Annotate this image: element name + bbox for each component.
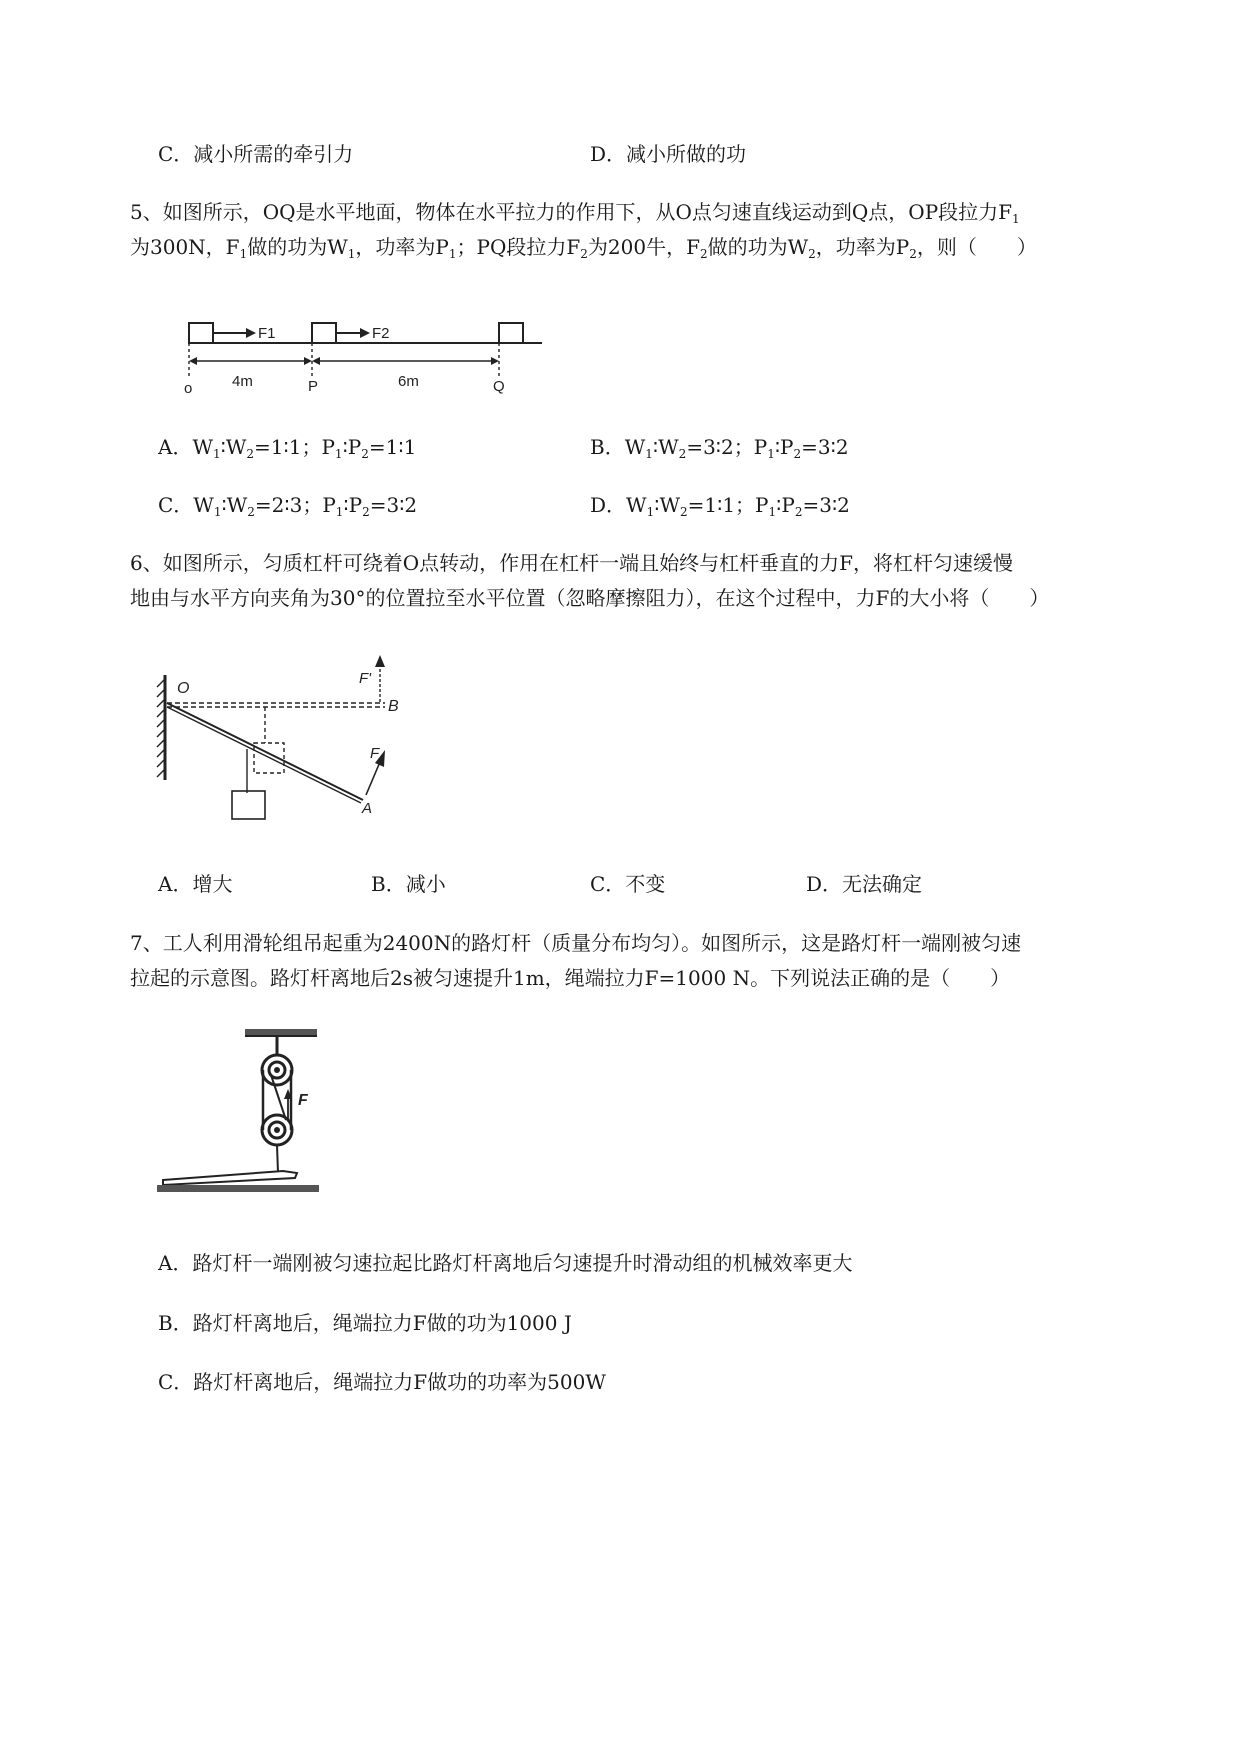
- q7-option-c: C．路灯杆离地后，绳端拉力F做功的功率为500W: [158, 1370, 606, 1394]
- label-4m: 4m: [232, 373, 253, 390]
- label-b: B: [388, 698, 399, 715]
- q5-question-line2: 为300N，$F_1$做的功为$W_1$，功率为$P_1$；PQ段拉力$F_2$为200牛，$F_2$做的功为$W_2$，功率为$P_2$，则（ ）: [130, 235, 1037, 261]
- q7-figure-pulley: [155, 1025, 325, 1200]
- q6-option-c: C．不变: [590, 872, 666, 896]
- label-6m: 6m: [398, 373, 419, 390]
- label-f-prime: F': [359, 670, 372, 687]
- lamp-pole: [163, 1171, 297, 1185]
- q4-option-c: C．减小所需的牵引力: [158, 142, 354, 166]
- ground: [157, 1185, 319, 1192]
- force-arrow-f: [366, 762, 380, 795]
- q4-option-d: D．减小所做的功: [590, 142, 747, 166]
- q6-option-b: B．减小: [371, 872, 446, 896]
- q6-question-line2: 地由与水平方向夹角为30°的位置拉至水平位置（忽略摩擦阻力），在这个过程中，力F的大小将（ ）: [130, 586, 1050, 610]
- q7-question-line2: 拉起的示意图。路灯杆离地后2s被匀速提升1m，绳端拉力F=1000 N。下列说法正确的是（ ）: [130, 966, 1011, 990]
- label-q: Q: [493, 378, 505, 395]
- q7-option-b: B．路灯杆离地后，绳端拉力F做的功为1000 J: [158, 1311, 572, 1335]
- q5-figure-motion-diagram: [180, 315, 550, 400]
- label-p: P: [308, 378, 319, 395]
- q5-question-line1: 5、如图所示，OQ是水平地面，物体在水平拉力的作用下，从O点匀速直线运动到Q点，OP段拉力$F_1$: [130, 200, 1020, 226]
- box-at-p: [312, 323, 336, 343]
- q5-option-c: C．$W_1∶W_2=2∶3$；$P_1∶P_2=3∶2$: [158, 493, 418, 519]
- box-at-q: [499, 323, 523, 343]
- label-o: O: [177, 680, 190, 697]
- q6-option-a: A．增大: [158, 872, 233, 896]
- label-f: F: [370, 745, 380, 762]
- q5-option-b: B．$W_1∶W_2=3∶2$；$P_1∶P_2=3∶2$: [590, 435, 849, 461]
- q5-option-a: A．$W_1∶W_2=1∶1$；$P_1∶P_2=1∶1$: [158, 435, 417, 461]
- q5-option-d: D．$W_1∶W_2=1∶1$；$P_1∶P_2=3∶2$: [590, 493, 850, 519]
- ceiling: [245, 1029, 317, 1036]
- label-f2: F2: [372, 325, 390, 342]
- label-a: A: [362, 800, 373, 817]
- q6-question-line1: 6、如图所示，匀质杠杆可绕着O点转动，作用在杠杆一端且始终与杠杆垂直的力F，将杠杆匀速缓慢: [130, 551, 1013, 575]
- label-f1: F1: [258, 325, 276, 342]
- q6-option-d: D．无法确定: [806, 872, 923, 896]
- box-at-o: [189, 323, 213, 343]
- label-o: o: [184, 380, 193, 397]
- hanging-weight: [232, 791, 265, 819]
- label-f: F: [298, 1092, 308, 1109]
- q7-option-a: A．路灯杆一端刚被匀速拉起比路灯杆离地后匀速提升时滑动组的机械效率更大: [158, 1251, 853, 1275]
- q7-question-line1: 7、工人利用滑轮组吊起重为2400N的路灯杆（质量分布均匀）。如图所示，这是路灯杆一端刚被匀速: [130, 931, 1022, 955]
- q6-figure-lever: [150, 645, 420, 825]
